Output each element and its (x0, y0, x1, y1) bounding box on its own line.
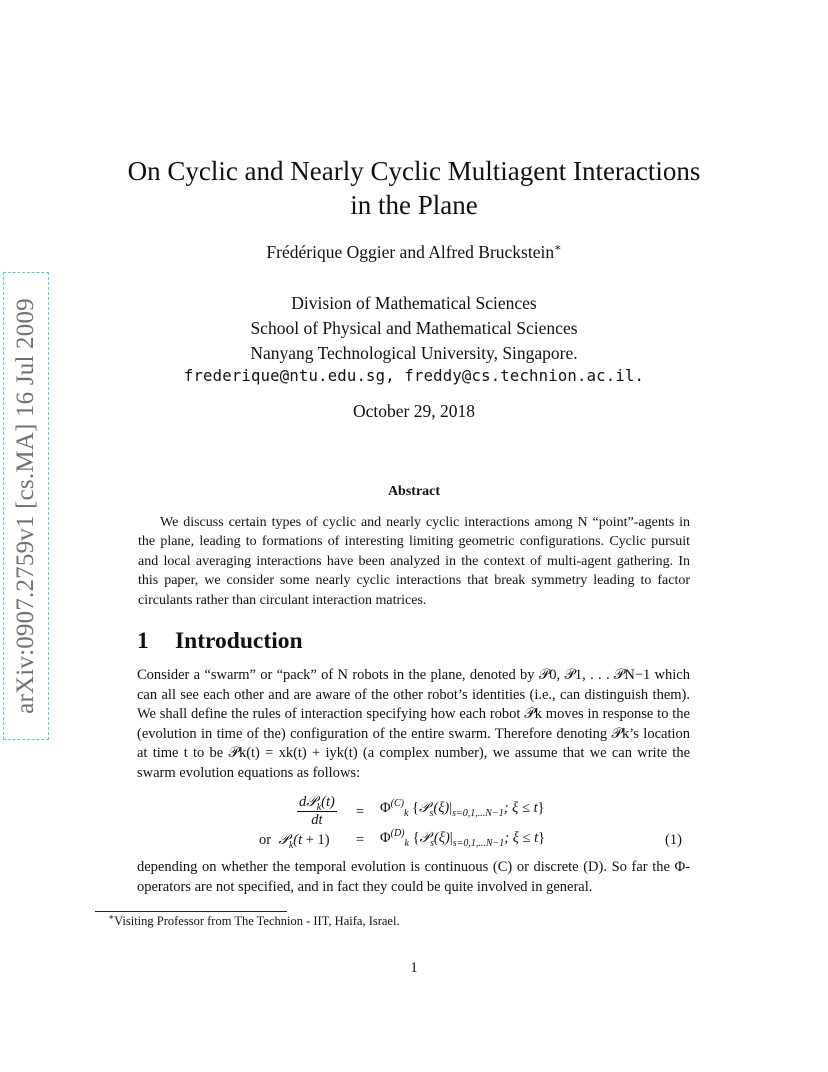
abstract-heading: Abstract (387, 484, 441, 499)
paper-date: October 29, 2018 (353, 401, 475, 421)
affiliation-school: School of Physical and Mathematical Sciences (250, 318, 578, 338)
footnote (108, 911, 400, 929)
equation-lhs-discrete: or 𝒫$_k$(t + 1) (259, 832, 330, 851)
section-title: Introduction (175, 628, 303, 654)
abstract-body: We discuss certain types of cyclic and nearly cyclic interactions among N “point”-agents in the plane, leading to formations of interesting limiting geometric configurations. Cyclic pursuit and local averaging interactions have been analyzed in the context of multi-agent gathering. In this paper, we consider some nearly cyclic interactions that break symmetry leading to factor circulants rather than circulant interaction matrices. (138, 515, 690, 608)
paper-title (0, 154, 828, 222)
affiliation-division: Division of Mathematical Sciences (291, 293, 537, 313)
intro-paragraph: Consider a “swarm” or “pack” of N robots in the plane, denoted by 𝒫0, 𝒫1, . . . 𝒫N−1 which can all see each other and are aware of the other robot’s identities (i.e., can distinguish them). We shall define the rules of interaction specifying how each robot 𝒫k moves in response to the (evolution in time of the) configuration of the entire swarm. Therefore denoting 𝒫k’s location at time t to be 𝒫k(t) = xk(t) + iyk(t) (a complex number), we assume that we can write the swarm evolution equations as follows: (137, 667, 690, 781)
equation-rhs-discrete: $\Phi^{(D)}_k$ {$𝒫_s(\xi)|_{s=0,1,...N-1}$; ξ ≤ t} (380, 828, 546, 849)
authors (0, 242, 828, 263)
affiliation-university: Nanyang Technological University, Singapore. (250, 343, 578, 363)
section-number: 1 (137, 628, 149, 654)
equation-lhs-continuous: $\frac{d𝒫_k(t)}{dt}$ (299, 794, 335, 828)
title-line-1: On Cyclic and Nearly Cyclic Multiagent Interactions (127, 156, 701, 186)
equation-rhs-continuous: $\Phi^{(C)}_k$ {$𝒫_s(\xi)|_{s=0,1,...N-1}$; ξ ≤ t} (380, 798, 545, 819)
footnote-mark: ∗ (108, 911, 115, 922)
equation-equals-1: = (356, 804, 365, 820)
arxiv-stamp-label: arXiv:0907.2759v1 [cs.MA] 16 Jul 2009 (12, 298, 39, 714)
author-names: Frédérique Oggier and Alfred Bruckstein (266, 242, 555, 262)
title-line-2: in the Plane (350, 190, 478, 220)
page-number: 1 (410, 960, 418, 976)
section-heading (137, 628, 303, 655)
equation-equals-2: = (356, 832, 365, 848)
author-emails: frederique@ntu.edu.sg, freddy@cs.technion.ac.il. (183, 367, 645, 385)
footnote-rule (95, 911, 287, 912)
footnote-text: Visiting Professor from The Technion - IIT, Haifa, Israel. (114, 914, 400, 928)
post-equation-paragraph: depending on whether the temporal evolution is continuous (C) or discrete (D). So far the Φ-operators are not specified, and in fact they could be quite involved in general. (137, 859, 690, 895)
author-footnote-mark: ∗ (554, 242, 562, 255)
equation-number: (1) (665, 832, 682, 848)
